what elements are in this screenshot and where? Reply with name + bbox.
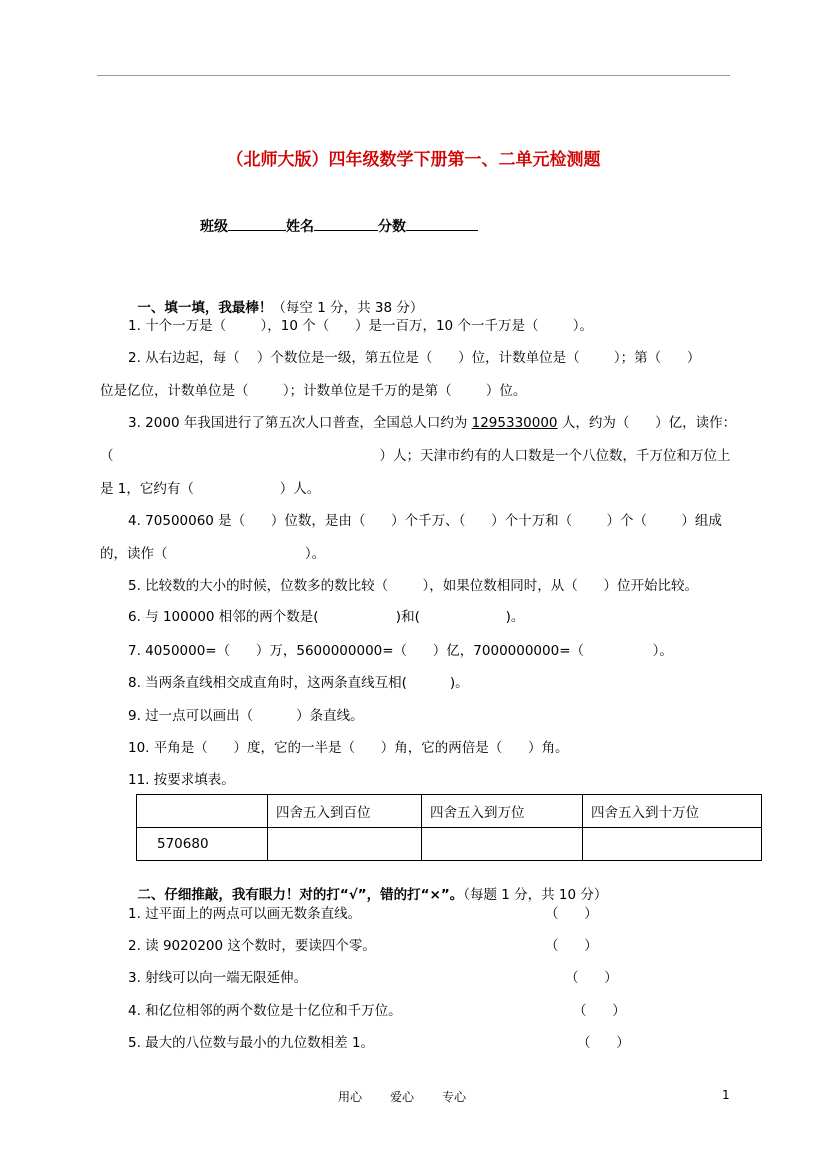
- question-11: 11. 按要求填表。: [128, 772, 235, 788]
- question-3-line3: 是 1，它约有（ ）人。: [100, 481, 321, 497]
- page-title: （北师大版）四年级数学下册第一、二单元检测题: [226, 150, 601, 170]
- class-label: 班级: [200, 219, 228, 235]
- question-4-line2: 的，读作（ ）。: [100, 546, 326, 562]
- table-cell-answer[interactable]: [268, 828, 422, 861]
- section1-title: 一、填一填，我最棒！: [137, 300, 273, 316]
- judge-item-1: 1. 过平面上的两点可以画无数条直线。: [128, 906, 362, 922]
- question-3-line2: （ ）人；天津市约有的人口数是一个八位数，千万位和万位上: [100, 448, 731, 464]
- table-header-cell: 四舍五入到万位: [422, 795, 583, 828]
- judge-mark-4[interactable]: （ ）: [573, 1003, 626, 1019]
- section2-note: （每题 1 分，共 10 分）: [463, 887, 608, 903]
- judge-mark-2[interactable]: （ ）: [545, 938, 598, 954]
- judge-item-2: 2. 读 9020200 这个数时，要读四个零。: [128, 938, 376, 954]
- judge-item-4: 4. 和亿位相邻的两个数位是十亿位和千万位。: [128, 1003, 402, 1019]
- judge-item-3: 3. 射线可以向一端无限延伸。: [128, 970, 308, 986]
- class-blank[interactable]: [228, 216, 286, 231]
- table-cell-number: 570680: [137, 828, 268, 861]
- question-2-line1: 2. 从右边起，每（ ）个数位是一级，第五位是（ ）位，计数单位是（ ）；第（ ）: [128, 350, 701, 366]
- section1-note: （每空 1 分，共 38 分）: [272, 300, 424, 316]
- section2-heading: [128, 867, 607, 903]
- q3-text-a: 3. 2000 年我国进行了第五次人口普查，全国总人口约为: [128, 415, 472, 431]
- question-4-line1: 4. 70500060 是（ ）位数，是由（ ）个千万、（ ）个十万和（ ）个（ ）组成: [128, 513, 722, 529]
- question-8: 8. 当两条直线相交成直角时，这两条直线互相( )。: [128, 675, 469, 691]
- judge-mark-5[interactable]: （ ）: [577, 1035, 630, 1051]
- score-blank[interactable]: [406, 216, 478, 231]
- score-label: 分数: [378, 219, 406, 235]
- rounding-table: [136, 794, 762, 861]
- question-5: 5. 比较数的大小的时候，位数多的数比较（ ），如果位数相同时，从（ ）位开始比较。: [128, 578, 698, 594]
- table-cell-answer[interactable]: [583, 828, 762, 861]
- page-number: 1: [722, 1088, 730, 1102]
- question-2-line2: 位是亿位，计数单位是（ ）；计数单位是千万的是第（ ）位。: [100, 383, 527, 399]
- name-label: 姓名: [286, 219, 314, 235]
- section1-heading: [128, 280, 423, 316]
- judge-item-5: 5. 最大的八位数与最小的九位数相差 1。: [128, 1035, 375, 1051]
- table-header-cell: 四舍五入到十万位: [583, 795, 762, 828]
- name-blank[interactable]: [314, 216, 378, 231]
- question-7: 7. 4050000=（ ）万，5600000000=（ ）亿，7000000000=（ ）。: [128, 643, 673, 659]
- footer-item: 专心: [442, 1090, 467, 1104]
- q3-text-b: 人，约为（ ）亿，读作：: [557, 415, 737, 431]
- question-6: 6. 与 100000 相邻的两个数是( )和( )。: [128, 609, 525, 625]
- table-header-row: [137, 795, 762, 828]
- header-rule: [97, 75, 730, 76]
- judge-mark-1[interactable]: （ ）: [545, 906, 598, 922]
- table-row: [137, 828, 762, 861]
- table-header-cell: [137, 795, 268, 828]
- question-3-line1: [128, 411, 736, 431]
- table-header-cell: 四舍五入到百位: [268, 795, 422, 828]
- footer-item: 爱心: [390, 1090, 415, 1104]
- student-info: [200, 216, 478, 236]
- footer: [338, 1088, 494, 1105]
- question-1: 1. 十个一万是（ ），10 个（ ）是一百万，10 个一千万是（ ）。: [128, 318, 594, 334]
- question-9: 9. 过一点可以画出（ ）条直线。: [128, 708, 364, 724]
- q3-population: 1295330000: [471, 415, 558, 431]
- section2-title: 二、仔细推敲，我有眼力！对的打“√”，错的打“×”。: [137, 887, 464, 903]
- judge-mark-3[interactable]: （ ）: [565, 970, 618, 986]
- footer-item: 用心: [338, 1090, 363, 1104]
- question-10: 10. 平角是（ ）度，它的一半是（ ）角，它的两倍是（ ）角。: [128, 740, 569, 756]
- table-cell-answer[interactable]: [422, 828, 583, 861]
